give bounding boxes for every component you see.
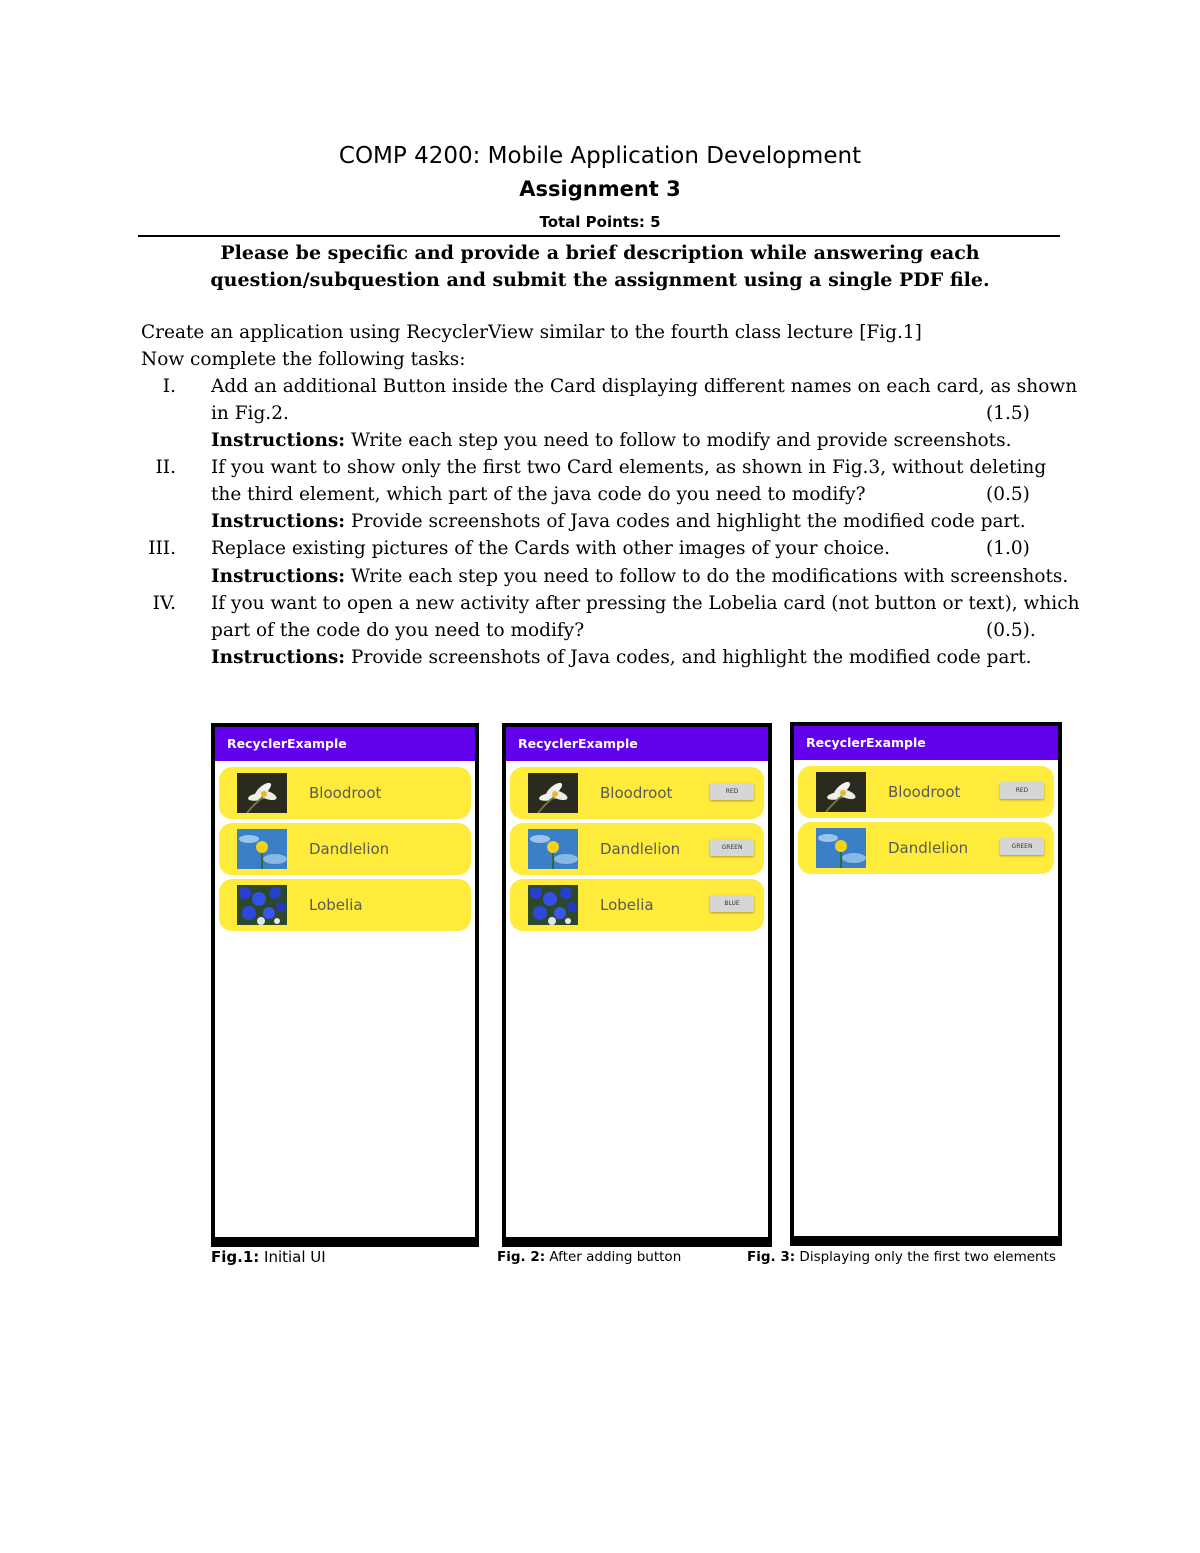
notice-line-1: Please be specific and provide a brief description while answering each <box>220 242 980 264</box>
instructions-label: Instructions: <box>211 647 346 668</box>
blue-button[interactable]: BLUE <box>710 895 754 912</box>
app-bar: RecyclerExample <box>506 727 768 761</box>
header-divider <box>138 235 1060 237</box>
green-button[interactable]: GREEN <box>1000 838 1044 855</box>
fig-1-caption <box>211 1248 326 1266</box>
card-name: Lobelia <box>309 896 363 914</box>
card-bloodroot[interactable] <box>798 766 1054 818</box>
task-2-line-1: If you want to show only the first two Card elements, as shown in Fig.3, without deleting <box>211 457 1047 478</box>
phone-fig-3 <box>790 722 1062 1246</box>
card-name: Lobelia <box>600 896 654 914</box>
card-name: Bloodroot <box>888 783 961 801</box>
instructions-text: Write each step you need to follow to do the modifications with screenshots. <box>345 566 1069 587</box>
bloodroot-image <box>237 773 287 813</box>
card-name: Dandlelion <box>888 839 969 857</box>
task-4-number: IV. <box>152 593 176 614</box>
submission-notice <box>0 240 1200 294</box>
assignment-title: Assignment 3 <box>519 177 681 201</box>
task-3-number: III. <box>148 538 176 559</box>
bloodroot-image <box>816 772 866 812</box>
task-1-line-1: Add an additional Button inside the Card displaying different names on each card, as shown <box>211 376 1078 397</box>
app-bar: RecyclerExample <box>794 726 1058 760</box>
instructions-text: Provide screenshots of Java codes and highlight the modified code part. <box>345 511 1026 532</box>
task-2-instructions <box>211 508 1026 535</box>
card-dandlelion[interactable] <box>510 823 764 875</box>
task-3-points: (1.0) <box>986 538 1030 559</box>
task-2-line-2: the third element, which part of the java code do you need to modify? <box>211 484 866 505</box>
red-button[interactable]: RED <box>1000 782 1044 799</box>
fig-3-label: Fig. 3: <box>747 1249 796 1265</box>
task-1-number: I. <box>162 376 176 397</box>
card-dandlelion[interactable] <box>219 823 471 875</box>
fig-1-text: Initial UI <box>259 1248 326 1266</box>
dandlelion-image <box>816 828 866 868</box>
instructions-label: Instructions: <box>211 566 346 587</box>
red-button[interactable]: RED <box>710 783 754 800</box>
instructions-label: Instructions: <box>211 511 346 532</box>
instructions-label: Instructions: <box>211 430 346 451</box>
lobelia-image <box>237 885 287 925</box>
task-1-line-2: in Fig.2. <box>211 403 289 424</box>
task-4-line-1: If you want to open a new activity after pressing the Lobelia card (not button or text), which <box>211 593 1080 614</box>
course-title: COMP 4200: Mobile Application Development <box>338 143 862 169</box>
card-lobelia[interactable] <box>510 879 764 931</box>
task-4-instructions <box>211 644 1032 671</box>
task-3-line-1: Replace existing pictures of the Cards with other images of your choice. <box>211 538 890 559</box>
dandlelion-image <box>237 829 287 869</box>
fig-1-label: Fig.1: <box>211 1248 260 1266</box>
dandlelion-image <box>528 829 578 869</box>
card-name: Dandlelion <box>309 840 390 858</box>
fig-2-text: After adding button <box>545 1249 682 1265</box>
instructions-text: Write each step you need to follow to modify and provide screenshots. <box>345 430 1012 451</box>
total-points: Total Points: 5 <box>539 213 661 231</box>
card-name: Bloodroot <box>309 784 382 802</box>
card-dandlelion[interactable] <box>798 822 1054 874</box>
task-2-points: (0.5) <box>986 484 1030 505</box>
notice-line-2: question/subquestion and submit the assignment using a single PDF file. <box>210 269 990 291</box>
task-3-instructions <box>211 563 1068 590</box>
fig-2-caption <box>497 1249 681 1265</box>
phone-fig-1 <box>211 723 479 1247</box>
card-name: Bloodroot <box>600 784 673 802</box>
phone-fig-2 <box>502 723 772 1247</box>
task-2-number: II. <box>155 457 176 478</box>
task-1-points: (1.5) <box>986 403 1030 424</box>
task-4-points: (0.5). <box>986 620 1036 641</box>
fig-3-text: Displaying only the first two elements <box>795 1249 1056 1265</box>
instructions-text: Provide screenshots of Java codes, and highlight the modified code part. <box>345 647 1032 668</box>
intro-line-1: Create an application using RecyclerView similar to the fourth class lecture [Fig.1] <box>141 322 922 343</box>
card-lobelia[interactable] <box>219 879 471 931</box>
intro-line-2: Now complete the following tasks: <box>141 349 466 370</box>
bloodroot-image <box>528 773 578 813</box>
app-bar: RecyclerExample <box>215 727 475 761</box>
green-button[interactable]: GREEN <box>710 839 754 856</box>
card-bloodroot[interactable] <box>510 767 764 819</box>
task-4-line-2: part of the code do you need to modify? <box>211 620 585 641</box>
task-1-instructions <box>211 427 1011 454</box>
card-bloodroot[interactable] <box>219 767 471 819</box>
fig-2-label: Fig. 2: <box>497 1249 546 1265</box>
lobelia-image <box>528 885 578 925</box>
fig-3-caption <box>747 1249 1056 1265</box>
card-name: Dandlelion <box>600 840 681 858</box>
